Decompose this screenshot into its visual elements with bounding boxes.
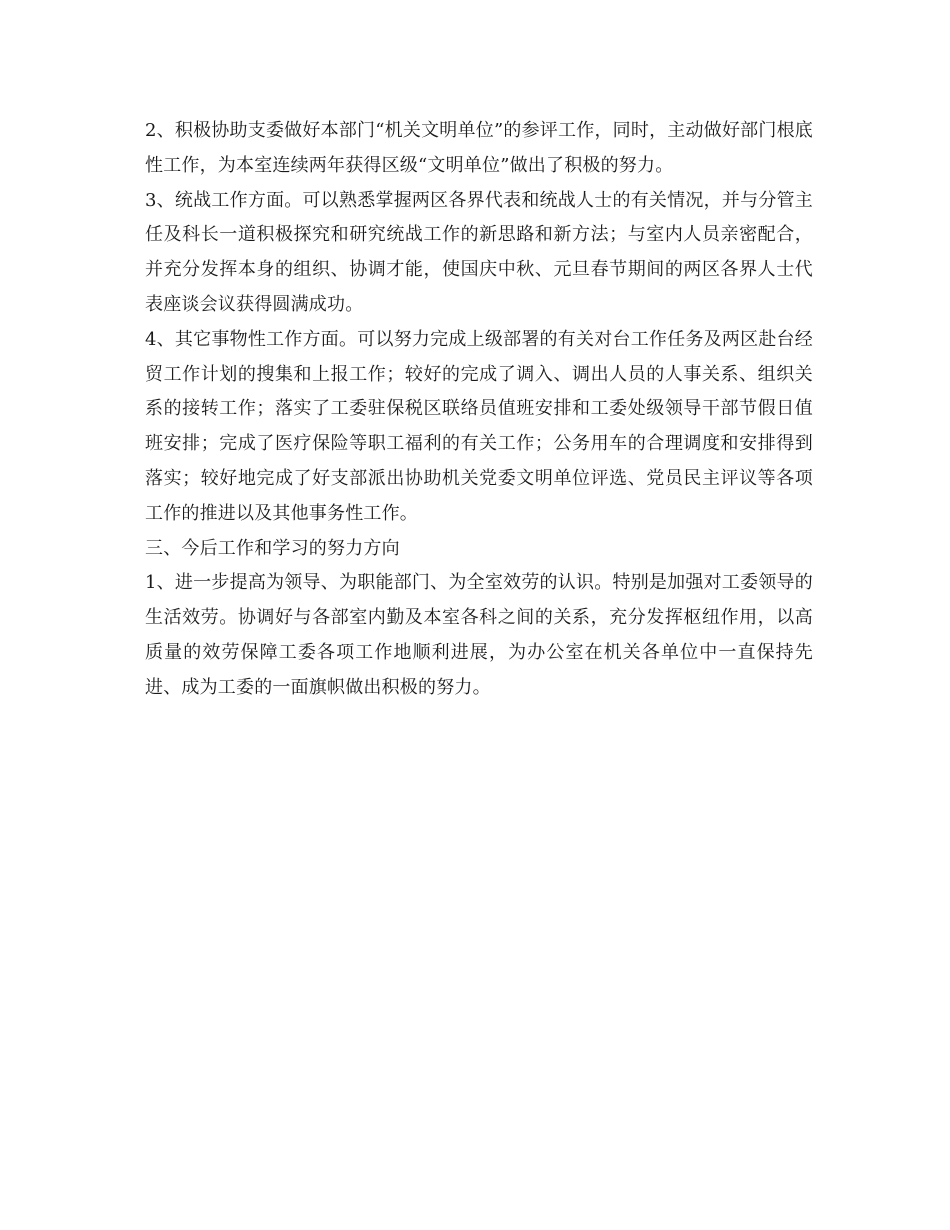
paragraph-item-2: 2、积极协助支委做好本部门“机关文明单位”的参评工作，同时，主动做好部门根底性工作，为本室连续两年获得区级“文明单位”做出了积极的努力。 — [145, 120, 813, 176]
paragraph-item-3: 3、统战工作方面。可以熟悉掌握两区各界代表和统战人士的有关情况，并与分管主任及科长一道积极探究和研究统战工作的新思路和新方法；与室内人员亲密配合，并充分发挥本身的组织、协调才能，使国庆中秋、元旦春节期间的两区各界人士代表座谈会议获得圆满成功。 — [145, 189, 813, 315]
paragraph-item-4: 4、其它事物性工作方面。可以努力完成上级部署的有关对台工作任务及两区赴台经贸工作计划的搜集和上报工作；较好的完成了调入、调出人员的人事关系、组织关系的接转工作；落实了工委驻保税区联络员值班安排和工委处级领导干部节假日值班安排；完成了医疗保险等职工福利的有关工作；公务用车的合理调度和安排得到落实；较好地完成了好支部派出协助机关党委文明单位评选、党员民主评议等各项工作的推进以及其他事务性工作。 — [145, 328, 813, 524]
section-heading-3: 三、今后工作和学习的努力方向 — [145, 537, 400, 559]
paragraph-item-1: 1、进一步提高为领导、为职能部门、为全室效劳的认识。特别是加强对工委领导的生活效劳。协调好与各部室内勤及本室各科之间的关系，充分发挥枢纽作用，以高质量的效劳保障工委各项工作地顺利进展，为办公室在机关各单位中一直保持先进、成为工委的一面旗帜做出积极的努力。 — [145, 572, 813, 698]
document-body — [145, 114, 813, 706]
